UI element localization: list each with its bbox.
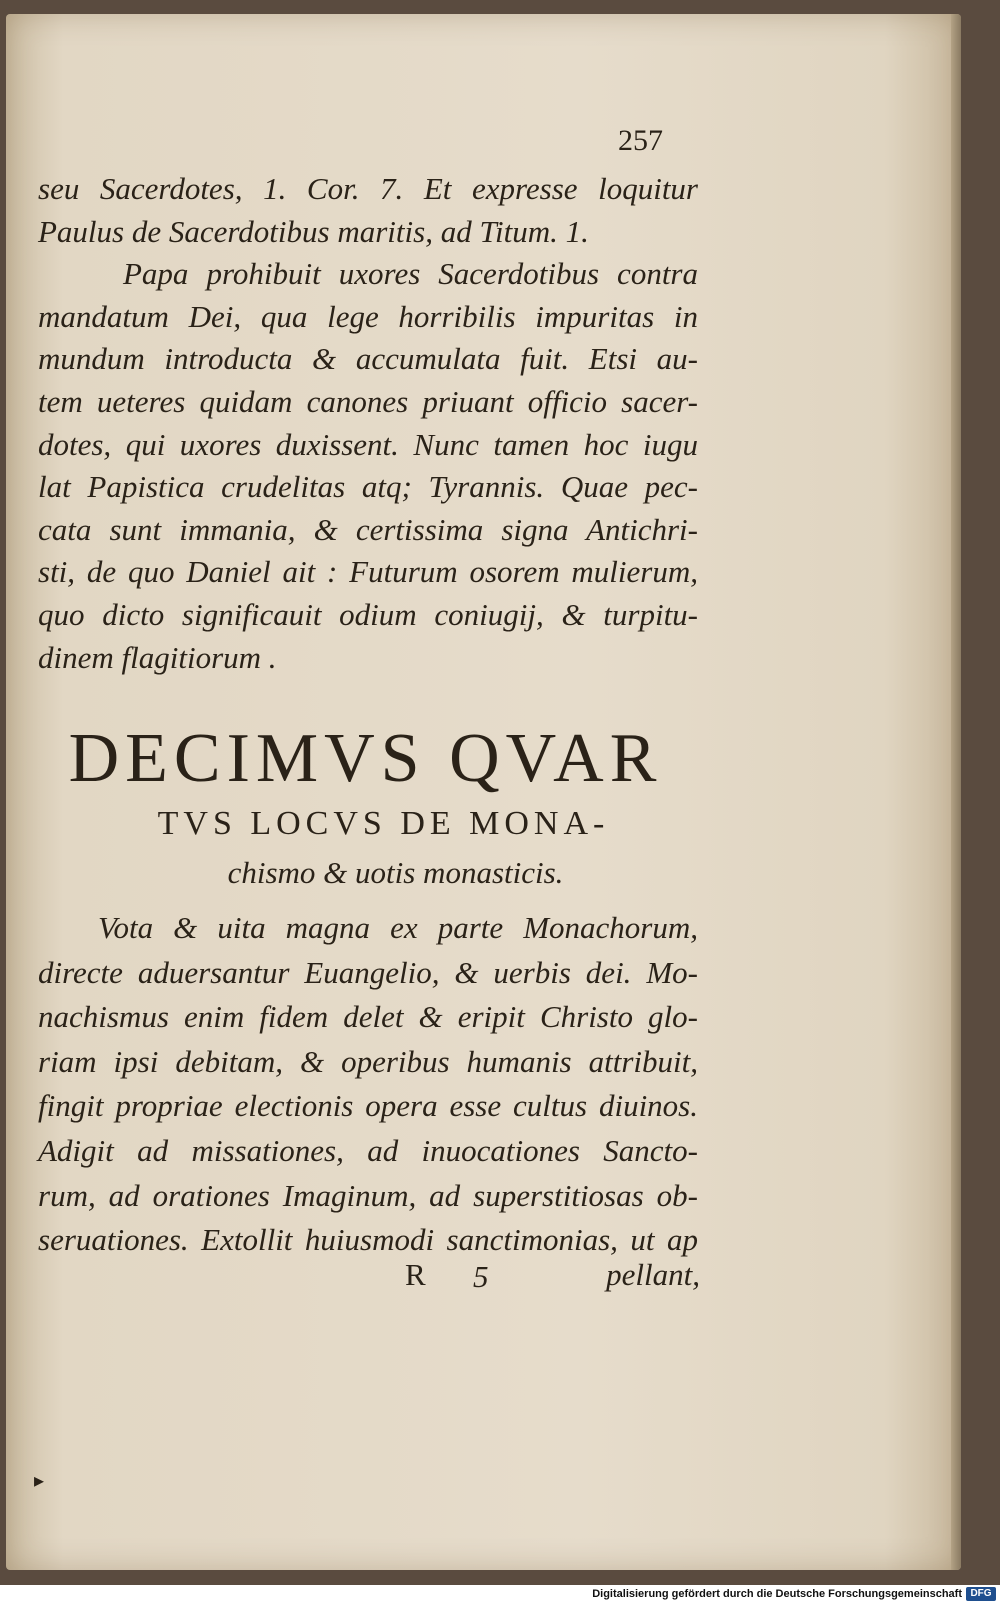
text-line: mundum introducta & accumulata fuit. Etsi au- [38, 341, 698, 377]
dfg-logo: DFG [966, 1587, 996, 1601]
text-block-top [38, 168, 698, 679]
text-line: Paulus de Sacerdotibus maritis, ad Titum. 1. [38, 213, 589, 249]
section-heading [38, 718, 693, 898]
text-line: seruationes. Extollit huiusmodi sanctimonias, ut ap [38, 1222, 698, 1258]
text-line: lat Papistica crudelitas atq; Tyrannis. Quae pec- [38, 469, 698, 505]
text-line: Vota & uita magna ex parte Monachorum, [98, 910, 698, 945]
signature-mark: R [405, 1257, 426, 1292]
margin-mark-icon: ▸ [34, 1468, 45, 1492]
page-edge [951, 14, 961, 1570]
text-line: sti, de quo Daniel ait : Futurum osorem mulierum, [38, 554, 698, 590]
text-line: fingit propriae electionis opera esse cultus diuinos. [38, 1088, 698, 1124]
text-line: nachismus enim fidem delet & eripit Christo glo- [38, 999, 698, 1035]
text-line: quo dicto significauit odium coniugij, & turpitu- [38, 596, 698, 632]
text-line: riam ipsi debitam, & operibus humanis attribuit, [38, 1043, 698, 1079]
text-line: directe aduersantur Euangelio, & uerbis dei. Mo- [38, 954, 698, 990]
text-line: dotes, qui uxores duxissent. Nunc tamen hoc iugu [38, 426, 698, 462]
text-block-body [38, 906, 698, 1263]
heading-line-1: DECIMVS QVAR [68, 720, 663, 797]
text-line: mandatum Dei, qua lege horribilis impuritas in [38, 298, 698, 334]
heading-line-2: TVS LOCVS DE MONA- [157, 805, 610, 842]
signature-number: 5 [473, 1259, 489, 1294]
text-line: tem ueteres quidam canones priuant officio sacer- [38, 383, 698, 419]
text-line: seu Sacerdotes, 1. Cor. 7. Et expresse loquitur [38, 171, 698, 206]
footer-credit: Digitalisierung gefördert durch die Deutsche Forschungsgemeinschaft [592, 1588, 962, 1600]
text-line: Adigit ad missationes, ad inuocationes Sancto- [38, 1132, 698, 1168]
heading-line-3: chismo & uotis monasticis. [227, 855, 564, 890]
page-number: 257 [618, 124, 663, 157]
text-line: Papa prohibuit uxores Sacerdotibus contra [123, 256, 698, 292]
catchword: pellant, [606, 1257, 700, 1292]
text-line: dinem flagitiorum . [38, 639, 277, 675]
text-line: rum, ad orationes Imaginum, ad superstitiosas ob- [38, 1177, 698, 1213]
text-line: cata sunt immania, & certissima signa Antichri- [38, 511, 698, 547]
